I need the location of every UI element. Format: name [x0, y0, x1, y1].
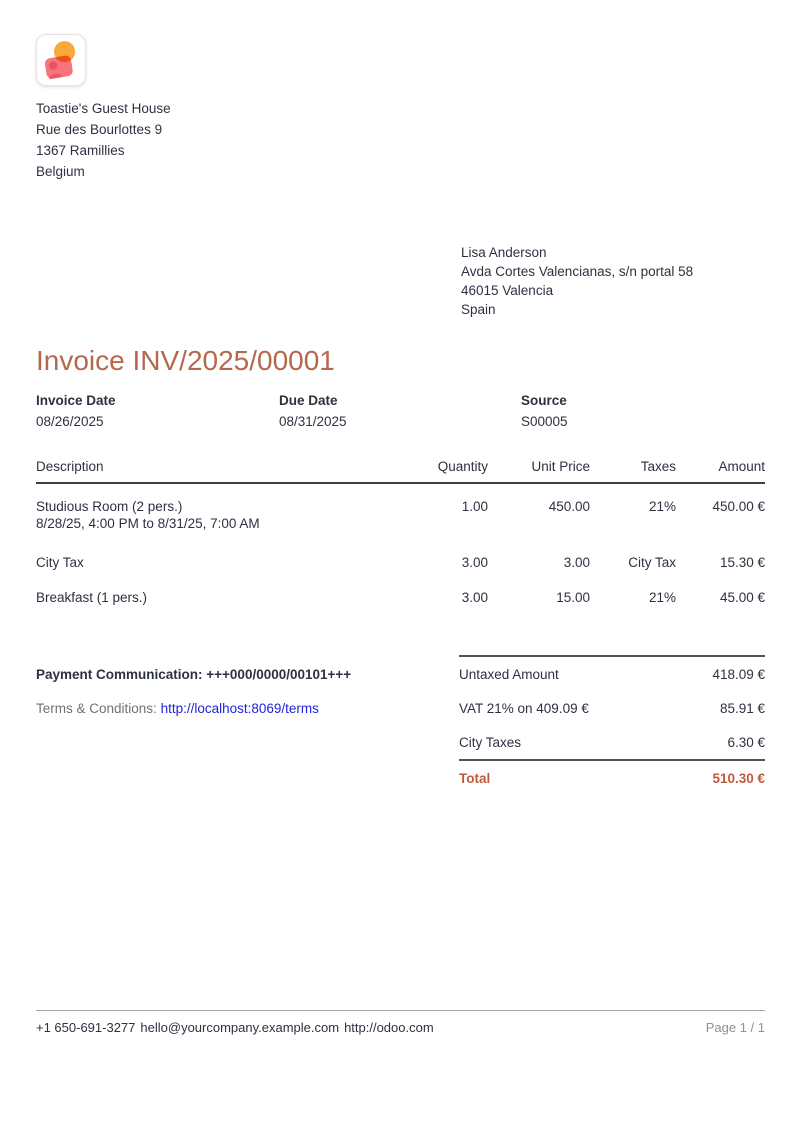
company-name: Toastie's Guest House	[36, 101, 171, 116]
page-title: Invoice INV/2025/00001	[36, 345, 335, 376]
invoice-info-row	[36, 393, 765, 429]
payment-info-block	[36, 655, 459, 795]
totals-row-vat	[459, 691, 765, 725]
total-label: Total	[459, 771, 491, 787]
payment-communication: Payment Communication: +++000/0000/00101+++	[36, 667, 352, 683]
table-header-row	[36, 459, 765, 484]
table-row	[36, 534, 765, 570]
company-city: 1367 Ramillies	[36, 143, 125, 158]
company-street: Rue des Bourlottes 9	[36, 122, 163, 137]
line-unit-price: 15.00	[556, 590, 590, 606]
untaxed-amount-label: Untaxed Amount	[459, 667, 559, 683]
customer-country: Spain	[461, 302, 496, 317]
untaxed-amount-value: 418.09 €	[712, 667, 765, 683]
customer-city: 46015 Valencia	[461, 283, 554, 298]
customer-street: Avda Cortes Valencianas, s/n portal 58	[461, 264, 694, 279]
footer-website: http://odoo.com	[344, 1020, 434, 1035]
total-value: 510.30 €	[712, 771, 765, 787]
due-date-field	[279, 393, 521, 429]
guest-house-avatar-logo-icon	[39, 37, 83, 83]
vat-value: 85.91 €	[719, 701, 765, 717]
company-country: Belgium	[36, 164, 85, 179]
table-row	[36, 484, 765, 534]
invoice-lines-table	[36, 459, 765, 605]
line-amount: 15.30 €	[719, 555, 765, 571]
col-header-quantity: Quantity	[437, 459, 488, 475]
customer-name: Lisa Anderson	[461, 245, 547, 260]
footer-phone: +1 650-691-3277	[36, 1020, 136, 1035]
footer-contacts	[36, 1020, 434, 1035]
due-date-value: 08/31/2025	[279, 414, 347, 430]
line-quantity: 3.00	[461, 555, 488, 571]
source-field	[521, 393, 765, 429]
invoice-content	[0, 34, 800, 795]
bottom-section	[36, 655, 765, 795]
line-description: City Tax	[36, 555, 84, 571]
col-header-unit-price: Unit Price	[531, 459, 590, 475]
col-header-description: Description	[36, 459, 104, 475]
page-footer	[36, 1010, 765, 1035]
table-row	[36, 570, 765, 605]
terms-label: Terms & Conditions:	[36, 701, 157, 717]
totals-row-total	[459, 759, 765, 795]
terms-and-conditions	[36, 701, 419, 716]
company-address-block	[36, 98, 765, 182]
line-description-text: Studious Room (2 pers.)	[36, 499, 183, 515]
city-taxes-value: 6.30 €	[727, 735, 765, 751]
footer-email: hello@yourcompany.example.com	[140, 1020, 340, 1035]
totals-table	[459, 655, 765, 795]
line-taxes: 21%	[648, 590, 676, 606]
col-header-taxes: Taxes	[640, 459, 676, 475]
line-amount: 450.00 €	[712, 499, 765, 515]
city-taxes-label: City Taxes	[459, 735, 522, 751]
line-description	[36, 499, 398, 534]
line-quantity: 1.00	[461, 499, 488, 515]
terms-link[interactable]: http://localhost:8069/terms	[160, 701, 319, 717]
company-logo	[36, 34, 86, 86]
source-label: Source	[521, 393, 567, 409]
line-description-note: 8/28/25, 4:00 PM to 8/31/25, 7:00 AM	[36, 516, 260, 532]
line-description: Breakfast (1 pers.)	[36, 590, 148, 606]
line-unit-price: 3.00	[563, 555, 590, 571]
line-taxes: 21%	[648, 499, 676, 515]
invoice-date-label: Invoice Date	[36, 393, 116, 409]
line-amount: 45.00 €	[719, 590, 765, 606]
invoice-date-field	[36, 393, 279, 429]
line-quantity: 3.00	[461, 590, 488, 606]
source-value: S00005	[521, 414, 568, 430]
totals-row-city-taxes	[459, 725, 765, 759]
invoice-date-value: 08/26/2025	[36, 414, 104, 430]
totals-row-untaxed	[459, 657, 765, 691]
page-number: Page 1 / 1	[705, 1020, 765, 1035]
vat-label: VAT 21% on 409.09 €	[459, 701, 589, 717]
customer-address-block	[461, 243, 765, 319]
line-unit-price: 450.00	[548, 499, 590, 515]
col-header-amount: Amount	[718, 459, 765, 475]
line-taxes: City Tax	[628, 555, 676, 571]
due-date-label: Due Date	[279, 393, 338, 409]
